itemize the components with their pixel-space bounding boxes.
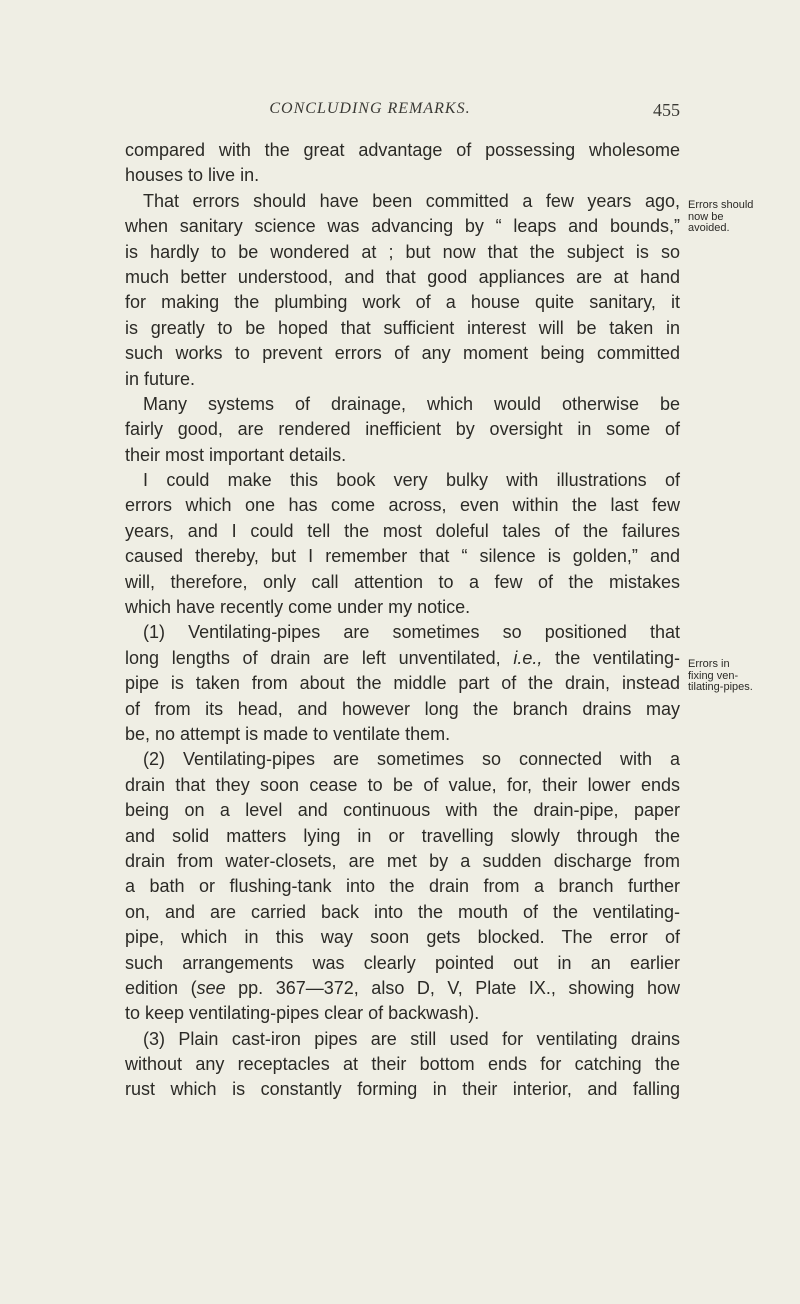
- text-line: That errors should have been committed a few years ago,: [143, 190, 680, 211]
- running-head: [120, 100, 680, 124]
- margin-note-line: fixing ven-: [688, 669, 739, 682]
- text-line: and solid matters lying in or travelling slowly through the: [125, 825, 680, 846]
- text-line: such arrangements was clearly pointed out in an earlier: [125, 952, 680, 973]
- text-line: pipe is taken from about the middle part of the drain, instead: [125, 673, 680, 694]
- text-line: houses to live in.: [125, 165, 260, 186]
- text-line: (2) Ventilating-pipes are sometimes so connected with a: [143, 749, 680, 770]
- text-line: when sanitary science was advancing by “ leaps and bounds,”: [125, 216, 680, 237]
- margin-note-errors-fixing: [688, 659, 798, 694]
- margin-note-errors-avoided: [688, 200, 798, 235]
- text-line: years, and I could tell the most doleful tales of the failures: [125, 520, 680, 541]
- text-line: drain from water-closets, are met by a sudden discharge from: [125, 850, 680, 871]
- text-line: for making the plumbing work of a house quite sanitary, it: [125, 292, 680, 313]
- margin-note-line: Errors should: [688, 199, 754, 211]
- text-line: long lengths of drain are left unventilated, i.e., the ventilating-: [125, 647, 680, 668]
- text-line: much better understood, and that good appliances are at hand: [125, 266, 680, 287]
- body-text: [125, 138, 680, 1103]
- margin-note-line: Errors in: [688, 658, 730, 670]
- text-line: on, and are carried back into the mouth of the ventilating-: [125, 901, 680, 922]
- page-number: 455: [653, 100, 680, 120]
- margin-note-line: tilating-pipes.: [688, 681, 753, 693]
- text-line: (1) Ventilating-pipes are sometimes so positioned that: [143, 622, 680, 643]
- text-line: errors which one has come across, even within the last few: [125, 495, 680, 516]
- text-line: is greatly to be hoped that sufficient interest will be taken in: [125, 317, 680, 338]
- text-line: caused thereby, but I remember that “ silence is golden,” and: [125, 546, 680, 567]
- text-line: without any receptacles at their bottom ends for catching the: [125, 1054, 680, 1075]
- text-line: (3) Plain cast-iron pipes are still used for ventilating drains: [143, 1028, 680, 1049]
- text-line: Many systems of drainage, which would otherwise be: [143, 393, 680, 414]
- margin-note-line: avoided.: [688, 222, 730, 234]
- text-line: drain that they soon cease to be of value, for, their lower ends: [125, 774, 680, 795]
- text-line: fairly good, are rendered inefficient by oversight in some of: [125, 419, 680, 440]
- text-line: compared with the great advantage of possessing wholesome: [125, 140, 680, 160]
- text-line: be, no attempt is made to ventilate them.: [125, 723, 451, 744]
- text-line: a bath or flushing-tank into the drain from a branch further: [125, 876, 680, 897]
- text-line: to keep ventilating-pipes clear of backwash).: [125, 1003, 480, 1024]
- text-line: will, therefore, only call attention to a few of the mistakes: [125, 571, 680, 592]
- text-line: pipe, which in this way soon gets blocked. The error of: [125, 927, 680, 948]
- text-line: in future.: [125, 368, 196, 389]
- text-line: I could make this book very bulky with illustrations of: [143, 470, 680, 491]
- chapter-title: CONCLUDING REMARKS.: [269, 100, 471, 117]
- text-line: of from its head, and however long the branch drains may: [125, 698, 680, 719]
- margin-note-line: now be: [688, 210, 724, 223]
- text-line: which have recently come under my notice.: [125, 597, 471, 618]
- text-line: is hardly to be wondered at ; but now that the subject is so: [125, 241, 680, 262]
- text-line: rust which is constantly forming in their interior, and falling: [125, 1079, 680, 1100]
- text-line: being on a level and continuous with the drain-pipe, paper: [125, 800, 680, 821]
- text-line: their most important details.: [125, 444, 347, 465]
- text-line: edition (see pp. 367—372, also D, V, Plate IX., showing how: [125, 977, 680, 998]
- text-line: such works to prevent errors of any moment being committed: [125, 343, 680, 364]
